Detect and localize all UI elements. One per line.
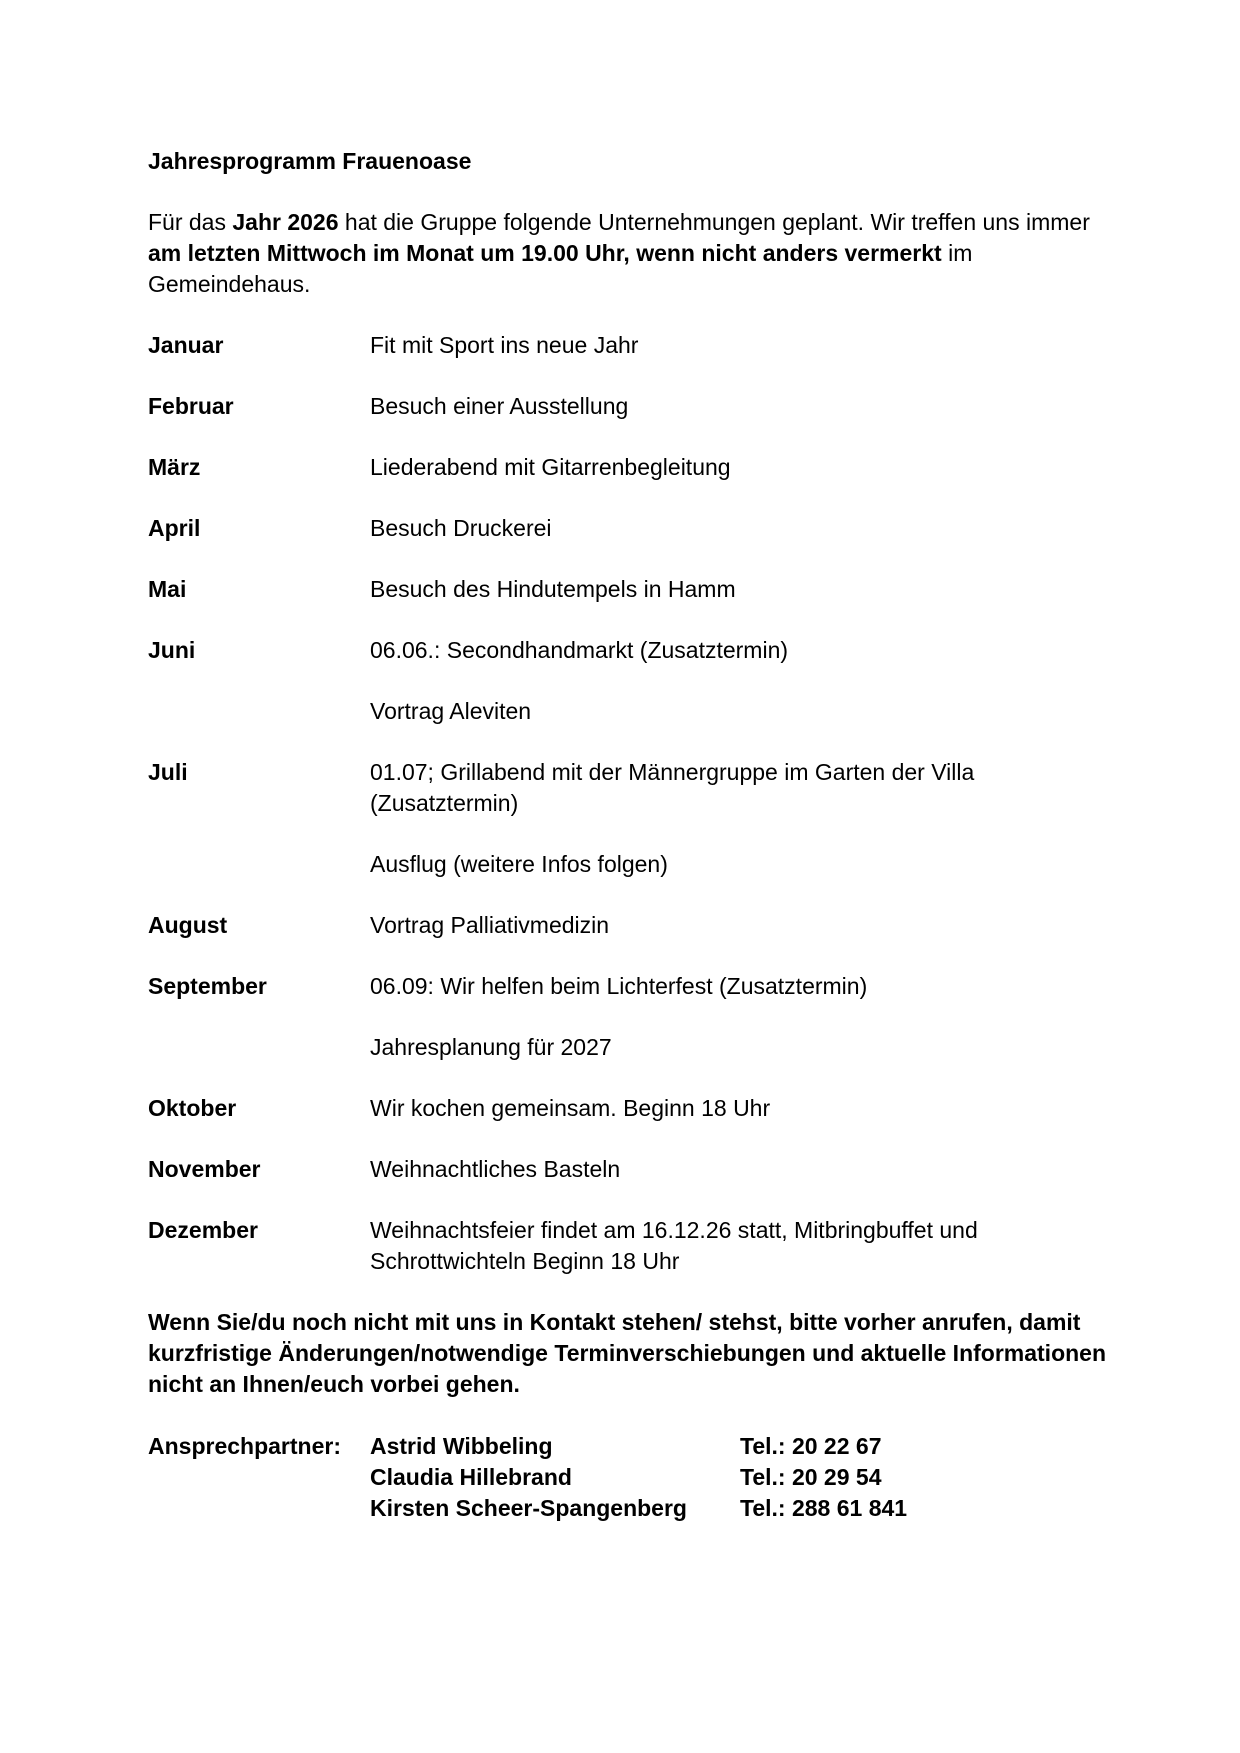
schedule-month: November [148,1156,261,1182]
schedule-row [148,910,1108,941]
schedule-activity: Ausflug (weitere Infos folgen) [370,851,668,877]
schedule-row [148,696,1108,727]
schedule-activity: Besuch einer Ausstellung [370,393,629,419]
schedule-row [148,1032,1108,1063]
schedule-activity: Fit mit Sport ins neue Jahr [370,332,639,358]
schedule-month: Juli [148,759,188,785]
schedule-activity: Weihnachtliches Basteln [370,1156,621,1182]
schedule-month [148,1032,370,1063]
schedule-month [148,849,370,880]
schedule-row [148,849,1108,880]
intro-text-3: im Gemeindehaus. [148,240,973,297]
schedule-activity: Besuch Druckerei [370,515,552,541]
contacts-label: Ansprechpartner: [148,1433,341,1459]
document-page [148,146,1108,1524]
schedule-activity: Wir kochen gemeinsam. Beginn 18 Uhr [370,1095,771,1121]
intro-meeting-time: am letzten Mittwoch im Monat um 19.00 Uhr, wenn nicht anders vermerkt [148,240,942,266]
schedule-row [148,635,1108,666]
schedule-activity: Jahresplanung für 2027 [370,1034,612,1060]
schedule-month [148,696,370,727]
document-title: Jahresprogramm Frauenoase [148,148,472,174]
schedule-month: März [148,454,201,480]
schedule-month: Dezember [148,1217,258,1243]
schedule-row [148,1215,1108,1277]
contact-phone: Tel.: 20 29 54 [740,1464,882,1490]
contact-phone: Tel.: 288 61 841 [740,1495,908,1521]
schedule-row [148,971,1108,1002]
schedule-row [148,1154,1108,1185]
schedule-row [148,574,1108,605]
schedule-activity: 06.06.: Secondhandmarkt (Zusatztermin) [370,637,789,663]
contacts-spacer [148,1493,370,1524]
schedule-activity: Besuch des Hindutempels in Hamm [370,576,736,602]
schedule-activity: Vortrag Palliativmedizin [370,912,610,938]
intro-paragraph [148,207,1108,300]
schedule-row [148,391,1108,422]
schedule-list [148,330,1108,1277]
schedule-row [148,513,1108,544]
schedule-activity: Vortrag Aleviten [370,698,532,724]
intro-year: Jahr 2026 [232,209,339,235]
schedule-month: Januar [148,332,224,358]
contact-phone: Tel.: 20 22 67 [740,1433,882,1459]
schedule-month: April [148,515,201,541]
schedule-month: September [148,973,267,999]
intro-text-1: Für das [148,209,233,235]
schedule-activity: Liederabend mit Gitarrenbegleitung [370,454,731,480]
intro-text-2: hat die Gruppe folgende Unternehmungen geplant. Wir treffen uns immer [338,209,1090,235]
schedule-activity: 06.09: Wir helfen beim Lichterfest (Zusatztermin) [370,973,868,999]
contact-notice: Wenn Sie/du noch nicht mit uns in Kontakt stehen/ stehst, bitte vorher anrufen, damit kurzfristige Änderungen/notwendige Terminverschiebungen und aktuelle Informationen nicht an Ihnen/euch vorbei gehen. [148,1309,1107,1397]
schedule-activity: 01.07; Grillabend mit der Männergruppe im Garten der Villa (Zusatztermin) [370,759,975,816]
schedule-row [148,452,1108,483]
contact-name: Astrid Wibbeling [370,1433,553,1459]
contacts-block [148,1431,1108,1524]
schedule-month: Juni [148,637,196,663]
schedule-row [148,1093,1108,1124]
schedule-month: Februar [148,393,234,419]
contacts-spacer [148,1462,370,1493]
schedule-month: Mai [148,576,187,602]
schedule-activity: Weihnachtsfeier findet am 16.12.26 statt, Mitbringbuffet und Schrottwichteln Beginn 18 Uhr [370,1217,978,1274]
schedule-row [148,330,1108,361]
schedule-month: Oktober [148,1095,237,1121]
schedule-month: August [148,912,228,938]
contact-name: Kirsten Scheer-Spangenberg [370,1495,687,1521]
contact-name: Claudia Hillebrand [370,1464,572,1490]
schedule-row [148,757,1108,819]
